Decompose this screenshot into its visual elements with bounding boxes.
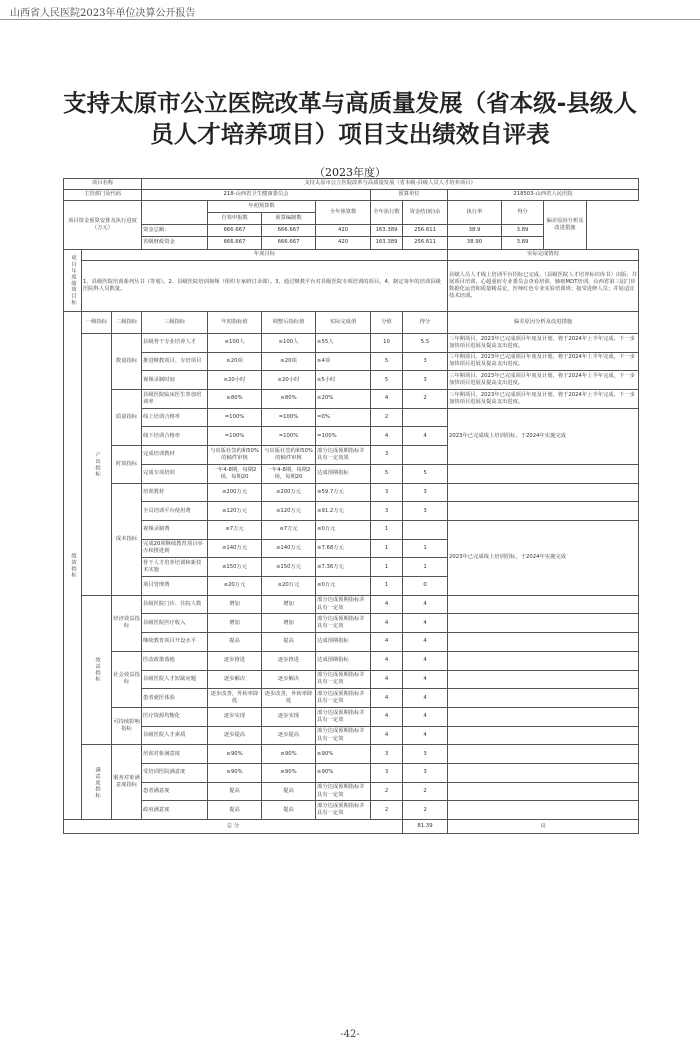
ind-adjusted: ≤200万元 bbox=[262, 483, 316, 502]
funds-row-exec: 163.389 bbox=[371, 237, 403, 249]
ind-l3: 患者就医体验 bbox=[142, 689, 208, 708]
ind-actual: ≥5小时 bbox=[316, 371, 371, 390]
table-row bbox=[64, 633, 639, 652]
ind-head-actual: 实际完成值 bbox=[316, 312, 371, 334]
ind-analysis bbox=[448, 502, 639, 521]
total-score: 81.39 bbox=[403, 820, 448, 834]
table-row bbox=[64, 595, 639, 614]
ind-adjusted: 一年4-8期，每期2场，每期20 bbox=[262, 464, 316, 483]
ind-actual: 部分达成预期指标并具有一定效 bbox=[316, 614, 371, 633]
ind-adjusted: ≥90% bbox=[262, 764, 316, 783]
ind-target: =100% bbox=[208, 408, 262, 427]
ind-actual: 部分达成预期指标并具有一定效 bbox=[316, 801, 371, 820]
title-line-2: 员人才培养项目）项目支出绩效自评表 bbox=[150, 120, 550, 148]
ind-adjusted: ≥80% bbox=[262, 390, 316, 409]
ind-weight: 3 bbox=[371, 502, 403, 521]
ind-score: 4 bbox=[403, 633, 448, 652]
ind-score: 4 bbox=[403, 726, 448, 745]
ind-l3: 线上培训合格率 bbox=[142, 408, 208, 427]
ind-l3: 完成培训教材 bbox=[142, 446, 208, 465]
ind-actual: =100% bbox=[316, 427, 371, 446]
table-row bbox=[64, 764, 639, 783]
ind-analysis: 三年期项目，2023年已完成项目年度及计划，将于2024年上半年完成，下一步加快项目进展及提高支出进度。 bbox=[448, 352, 639, 371]
table-row bbox=[64, 689, 639, 708]
funds-row-score: 3.89 bbox=[502, 237, 544, 249]
running-header: 山西省人民医院2023年单位决算公开报告 bbox=[10, 8, 196, 19]
project-name-label: 项目名称 bbox=[64, 179, 142, 190]
ind-adjusted: ≤7万元 bbox=[262, 520, 316, 539]
ind-weight: 1 bbox=[371, 520, 403, 539]
ind-actual: 部分达成预期指标并具有一定效 bbox=[316, 782, 371, 801]
ind-score: 4 bbox=[403, 427, 448, 446]
ind-actual: 达成预期指标 bbox=[316, 464, 371, 483]
ind-actual: 达成预期指标 bbox=[316, 651, 371, 670]
ind-weight: 2 bbox=[371, 408, 403, 427]
ind-actual: ≤0万元 bbox=[316, 577, 371, 596]
ind-weight: 2 bbox=[371, 782, 403, 801]
ind-head-target: 年初指标值 bbox=[208, 312, 262, 334]
ind-head-analysis: 偏差原因分析及改进措施 bbox=[448, 312, 639, 334]
ind-level1-l1_sat: 满意度指标 bbox=[82, 745, 112, 820]
ind-target: 与出版社签约和50%的稿件审核 bbox=[208, 446, 262, 465]
ind-head-score: 得分 bbox=[403, 312, 448, 334]
ind-l3: 县级医院门诊、住院人数 bbox=[142, 595, 208, 614]
ind-weight: 5 bbox=[371, 371, 403, 390]
ind-score: 3 bbox=[403, 352, 448, 371]
ind-score: 4 bbox=[403, 595, 448, 614]
ind-weight: 3 bbox=[371, 745, 403, 764]
ind-actual: ≤7.36万元 bbox=[316, 558, 371, 577]
ind-actual: 部分达成预期指标并具有一定效 bbox=[316, 670, 371, 689]
ind-adjusted: 逐步提高 bbox=[262, 726, 316, 745]
ind-score: 3 bbox=[403, 371, 448, 390]
page-number: -42- bbox=[340, 1029, 360, 1040]
table-row bbox=[64, 801, 639, 820]
ind-actual: ≤7.68万元 bbox=[316, 539, 371, 558]
ind-score: 1 bbox=[403, 558, 448, 577]
goals-head-actual: 实际完成情况 bbox=[448, 249, 639, 261]
unit-label: 预算单位 bbox=[371, 189, 448, 200]
ind-level2-l2_quantity: 数量指标 bbox=[112, 333, 142, 389]
funds-head-blank bbox=[142, 200, 208, 224]
ind-score: 4 bbox=[403, 614, 448, 633]
ind-level1-l1_effect: 效益指标 bbox=[82, 595, 112, 745]
ind-target: ≥20小时 bbox=[208, 371, 262, 390]
project-name-value: 支持太原市公立医院改革与高质量发展（省本级-县级人员人才培养项目） bbox=[142, 179, 639, 190]
title-line-1: 支持太原市公立医院改革与高质量发展（省本级-县级人 bbox=[63, 89, 637, 117]
table-row bbox=[64, 390, 639, 409]
ind-adjusted: =100% bbox=[262, 427, 316, 446]
funds-row-balance: 256.611 bbox=[403, 237, 448, 249]
table-row bbox=[64, 333, 639, 352]
ind-adjusted: ≥20小时 bbox=[262, 371, 316, 390]
ind-target: ≥20项 bbox=[208, 352, 262, 371]
table-row bbox=[64, 179, 639, 190]
ind-analysis bbox=[448, 595, 639, 614]
ind-l3: 骨干人才培养培训和新技术实施 bbox=[142, 558, 208, 577]
ind-adjusted: ≤120万元 bbox=[262, 502, 316, 521]
ind-weight: 3 bbox=[371, 764, 403, 783]
ind-target: ≥90% bbox=[208, 745, 262, 764]
ind-score: 5.5 bbox=[403, 333, 448, 352]
ind-l3: 县级医院医疗收入 bbox=[142, 614, 208, 633]
ind-l3: 医改政策落地 bbox=[142, 651, 208, 670]
ind-analysis bbox=[448, 614, 639, 633]
ind-l3: 医疗资源均衡化 bbox=[142, 707, 208, 726]
ind-weight: 1 bbox=[371, 539, 403, 558]
goals-label: 项目年度绩效目标 bbox=[64, 249, 82, 312]
ind-adjusted: 逐步推进 bbox=[262, 651, 316, 670]
table-row bbox=[64, 670, 639, 689]
goals-text: 1、县级医院培训系列丛书（等划）。2、县级医院培训视频（组织专家研讨录课）。3、通过继教平台对县级医院专项培训的项目。4、制定每年的培训县级医院科人员数量。 bbox=[82, 261, 448, 312]
ind-level2-l2_sustain: 可持续影响指标 bbox=[112, 707, 142, 744]
ind-analysis bbox=[448, 707, 639, 726]
ind-l3: 患者满意度 bbox=[142, 782, 208, 801]
ind-l3: 完成专项培训 bbox=[142, 464, 208, 483]
ind-head-l2: 二级指标 bbox=[112, 312, 142, 334]
perf-label: 绩效指标 bbox=[64, 312, 82, 820]
ind-analysis bbox=[448, 483, 639, 502]
funds-head-rate: 执行率 bbox=[448, 200, 502, 224]
ind-target: 逐步改善，外转率降低 bbox=[208, 689, 262, 708]
table-row bbox=[64, 371, 639, 390]
ind-weight: 2 bbox=[371, 801, 403, 820]
ind-l3: 政府满意度 bbox=[142, 801, 208, 820]
ind-score bbox=[403, 446, 448, 465]
funds-head-balance: 资金结(转)余 bbox=[403, 200, 448, 224]
ind-actual: 部分达成预期指标并具有一定效 bbox=[316, 595, 371, 614]
ind-adjusted: =100% bbox=[262, 408, 316, 427]
ind-level2-l2_time: 时效指标 bbox=[112, 446, 142, 483]
ind-adjusted: ≥100人 bbox=[262, 333, 316, 352]
ind-analysis bbox=[448, 764, 639, 783]
ind-adjusted: 逐步改善，外转率降低 bbox=[262, 689, 316, 708]
ind-actual: 达成预期指标 bbox=[316, 633, 371, 652]
ind-analysis bbox=[448, 782, 639, 801]
ind-head-adj: 调整后指标值 bbox=[262, 312, 316, 334]
ind-level1-l1_output: 产出指标 bbox=[82, 333, 112, 595]
funds-head-self: 自筹申报数 bbox=[208, 213, 262, 225]
ind-score: 4 bbox=[403, 689, 448, 708]
ind-l3: 完成20项继续教育项目举办和推进到 bbox=[142, 539, 208, 558]
table-row bbox=[64, 483, 639, 502]
funds-head-approved: 预算编制数 bbox=[262, 213, 316, 225]
ind-actual: ≥20% bbox=[316, 390, 371, 409]
ind-l3: 推进继教项目、专培项目 bbox=[142, 352, 208, 371]
ind-weight: 4 bbox=[371, 651, 403, 670]
ind-target: ≥80% bbox=[208, 390, 262, 409]
ind-weight: 4 bbox=[371, 633, 403, 652]
document-year: （2023年度） bbox=[314, 166, 386, 179]
ind-l3: 县级医院临床医生参加培训率 bbox=[142, 390, 208, 409]
ind-actual: ≥90% bbox=[316, 745, 371, 764]
total-label: 总 分 bbox=[64, 820, 403, 834]
ind-head-l3: 三级指标 bbox=[142, 312, 208, 334]
ind-target: 增加 bbox=[208, 614, 262, 633]
table-row bbox=[64, 261, 639, 312]
funds-row-full: 420 bbox=[316, 225, 371, 237]
ind-actual: 部分达成预期指标并具有一定效 bbox=[316, 726, 371, 745]
ind-weight: 4 bbox=[371, 707, 403, 726]
ind-target: ≤20万元 bbox=[208, 577, 262, 596]
ind-weight: 4 bbox=[371, 595, 403, 614]
ind-weight: 4 bbox=[371, 427, 403, 446]
table-row bbox=[64, 614, 639, 633]
unit-value: 218503-山西省人民医院 bbox=[448, 189, 639, 200]
funds-row-self: 666.667 bbox=[208, 237, 262, 249]
ind-analysis bbox=[448, 651, 639, 670]
table-row bbox=[64, 502, 639, 521]
funds-row-rate: 38.90 bbox=[448, 237, 502, 249]
ind-analysis: 三年期项目，2023年已完成项目年度及计划，将于2024年上半年完成，下一步加快项目进展及提高支出进度。 bbox=[448, 333, 639, 352]
ind-analysis bbox=[448, 670, 639, 689]
ind-level2-l2_quality: 质量指标 bbox=[112, 390, 142, 446]
funds-row-balance: 256.611 bbox=[403, 225, 448, 237]
funds-row-full: 420 bbox=[316, 237, 371, 249]
ind-analysis: 三年期项目，2023年已完成项目年度及计划，将于2024年上半年完成，下一步加快项目进展及提高支出进度。 bbox=[448, 390, 639, 409]
ind-score: 3 bbox=[403, 502, 448, 521]
funds-row-rate: 38.9 bbox=[448, 225, 502, 237]
ind-actual: =0% bbox=[316, 408, 371, 427]
ind-weight: 5 bbox=[371, 352, 403, 371]
ind-adjusted: ≤20万元 bbox=[262, 577, 316, 596]
funds-head-analysis: 偏差原因分析及改进措施 bbox=[544, 200, 587, 249]
ind-score: 4 bbox=[403, 670, 448, 689]
ind-adjusted: ≥90% bbox=[262, 745, 316, 764]
ind-l3: 受培训医院满意度 bbox=[142, 764, 208, 783]
ind-score: 5 bbox=[403, 464, 448, 483]
funds-head-score: 得分 bbox=[502, 200, 544, 224]
ind-weight: 1 bbox=[371, 558, 403, 577]
table-row bbox=[64, 820, 639, 834]
table-row bbox=[64, 464, 639, 483]
ind-score: 3 bbox=[403, 764, 448, 783]
table-row bbox=[64, 651, 639, 670]
ind-l3: 县级医院人才短缺问题 bbox=[142, 670, 208, 689]
ind-score bbox=[403, 408, 448, 427]
table-row bbox=[64, 745, 639, 764]
dept-label: 主管部门及代码 bbox=[64, 189, 142, 200]
ind-target: ≤120万元 bbox=[208, 502, 262, 521]
table-row bbox=[64, 520, 639, 539]
ind-weight: 4 bbox=[371, 726, 403, 745]
ind-analysis: 2023年已完成线上培训招标，于2024年实施完成 bbox=[448, 408, 639, 464]
ind-adjusted: 逐步实现 bbox=[262, 707, 316, 726]
ind-target: 逐步解决 bbox=[208, 670, 262, 689]
ind-target: ≤7万元 bbox=[208, 520, 262, 539]
total-grade: 良 bbox=[448, 820, 639, 834]
ind-target: 提高 bbox=[208, 801, 262, 820]
ind-target: 逐步推进 bbox=[208, 651, 262, 670]
document-title bbox=[60, 88, 640, 150]
performance-table bbox=[63, 178, 639, 834]
ind-level2-l2_social: 社会效益指标 bbox=[112, 651, 142, 707]
ind-target: ≥100人 bbox=[208, 333, 262, 352]
ind-analysis bbox=[448, 464, 639, 483]
funds-row-approved: 666.667 bbox=[262, 237, 316, 249]
ind-score: 3 bbox=[403, 483, 448, 502]
table-row bbox=[64, 782, 639, 801]
ind-l3: 培训对象满意度 bbox=[142, 745, 208, 764]
ind-level2-l2_cost: 成本指标 bbox=[112, 483, 142, 595]
ind-actual: ≤59.7万元 bbox=[316, 483, 371, 502]
table-row bbox=[64, 707, 639, 726]
ind-head-l1: 一级指标 bbox=[82, 312, 112, 334]
ind-target: 增加 bbox=[208, 595, 262, 614]
table-row bbox=[64, 352, 639, 371]
ind-adjusted: 提高 bbox=[262, 633, 316, 652]
ind-analysis: 三年期项目，2023年已完成项目年度及计划，将于2024年上半年完成，下一步加快项目进展及提高支出进度。 bbox=[448, 371, 639, 390]
ind-analysis bbox=[448, 745, 639, 764]
ind-l3: 视频录制费 bbox=[142, 520, 208, 539]
ind-score: 2 bbox=[403, 390, 448, 409]
ind-adjusted: 提高 bbox=[262, 801, 316, 820]
goals-head-goal: 年度目标 bbox=[82, 249, 448, 261]
ind-weight: 4 bbox=[371, 689, 403, 708]
ind-target: ≤200万元 bbox=[208, 483, 262, 502]
funds-head-initial: 年初预算数 bbox=[208, 200, 316, 212]
ind-adjusted: ≤140万元 bbox=[262, 539, 316, 558]
ind-actual: ≥90% bbox=[316, 764, 371, 783]
funds-label: 项目资金预算安排及执行进度（万元） bbox=[64, 200, 142, 249]
dept-value: 218-山西省卫生健康委员会 bbox=[142, 189, 371, 200]
ind-adjusted: ≥20项 bbox=[262, 352, 316, 371]
goals-actual-text: 县级人员人才线上培训平台招标已完成，（县级医院人才培养标识库书）出版；并展项目培训。心超重症专业委员会查看培训，肺癌MDT培训，山西省第三届门诊数据化运营和质量精益论，医师红色专业实验培训班；接受进修人员；并展适宜技术培训。 bbox=[448, 261, 639, 312]
table-row bbox=[64, 189, 639, 200]
table-row bbox=[64, 200, 639, 212]
ind-adjusted: 提高 bbox=[262, 782, 316, 801]
ind-weight: 4 bbox=[371, 390, 403, 409]
ind-level2-l2_economic: 经济效益指标 bbox=[112, 595, 142, 651]
ind-score: 4 bbox=[403, 707, 448, 726]
ind-actual: ≥4项 bbox=[316, 352, 371, 371]
ind-target: ≤140万元 bbox=[208, 539, 262, 558]
ind-target: 提高 bbox=[208, 782, 262, 801]
ind-head-weight: 分值 bbox=[371, 312, 403, 334]
ind-target: ≤150万元 bbox=[208, 558, 262, 577]
ind-l3: 全员培训平台使用费 bbox=[142, 502, 208, 521]
ind-target: 一年4-8期，每期2场，每期20 bbox=[208, 464, 262, 483]
funds-row-exec: 163.389 bbox=[371, 225, 403, 237]
ind-target: 提高 bbox=[208, 633, 262, 652]
ind-score: 3 bbox=[403, 745, 448, 764]
ind-weight: 4 bbox=[371, 614, 403, 633]
ind-l3: 培训教材 bbox=[142, 483, 208, 502]
ind-weight: 1 bbox=[371, 577, 403, 596]
ind-actual: ≥55人 bbox=[316, 333, 371, 352]
ind-analysis bbox=[448, 801, 639, 820]
ind-adjusted: 逐步解决 bbox=[262, 670, 316, 689]
ind-actual: 部分达成预期指标并具有一定效 bbox=[316, 707, 371, 726]
ind-level2-l2_service: 服务对象满意度指标 bbox=[112, 745, 142, 820]
ind-target: 逐步提高 bbox=[208, 726, 262, 745]
funds-row-self: 666.667 bbox=[208, 225, 262, 237]
ind-l3: 线下培训合格率 bbox=[142, 427, 208, 446]
ind-l3: 视频录制时间 bbox=[142, 371, 208, 390]
ind-l3: 项目管理费 bbox=[142, 577, 208, 596]
table-row bbox=[64, 312, 639, 334]
ind-adjusted: 增加 bbox=[262, 614, 316, 633]
funds-row-approved: 666.667 bbox=[262, 225, 316, 237]
ind-actual: 部分达成预期指标并具有一定效果 bbox=[316, 446, 371, 465]
ind-actual: ≤0万元 bbox=[316, 520, 371, 539]
ind-score: 2 bbox=[403, 782, 448, 801]
ind-score: 1 bbox=[403, 539, 448, 558]
ind-actual: 部分达成预期指标并具有一定效 bbox=[316, 689, 371, 708]
ind-analysis bbox=[448, 633, 639, 652]
funds-row-label: 资金总额： bbox=[142, 225, 208, 237]
ind-score: 2 bbox=[403, 801, 448, 820]
ind-weight: 3 bbox=[371, 446, 403, 465]
ind-weight: 3 bbox=[371, 483, 403, 502]
ind-score: 4 bbox=[403, 651, 448, 670]
table-row bbox=[64, 249, 639, 261]
funds-head-exec: 全年执行数 bbox=[371, 200, 403, 224]
ind-adjusted: 增加 bbox=[262, 595, 316, 614]
ind-l3: 县级骨干专业培养人才 bbox=[142, 333, 208, 352]
table-row bbox=[64, 408, 639, 427]
ind-weight: 5 bbox=[371, 464, 403, 483]
funds-row-label: 省级财政资金 bbox=[142, 237, 208, 249]
ind-adjusted: ≤150万元 bbox=[262, 558, 316, 577]
ind-target: 逐步实现 bbox=[208, 707, 262, 726]
header-rule bbox=[0, 19, 700, 20]
ind-weight: 4 bbox=[371, 670, 403, 689]
ind-actual: ≤91.2万元 bbox=[316, 502, 371, 521]
ind-score bbox=[403, 520, 448, 539]
ind-analysis: 2023年已完成线上培训招标，于2024年实施完成 bbox=[448, 520, 639, 595]
ind-target: =100% bbox=[208, 427, 262, 446]
ind-analysis bbox=[448, 689, 639, 708]
funds-row-score: 3.89 bbox=[502, 225, 544, 237]
table-row bbox=[64, 726, 639, 745]
ind-l3: 继续教育项目开设水平 bbox=[142, 633, 208, 652]
ind-adjusted: 与出版社签约和50%的稿件审核 bbox=[262, 446, 316, 465]
ind-target: ≥90% bbox=[208, 764, 262, 783]
ind-analysis bbox=[448, 726, 639, 745]
ind-score: 0 bbox=[403, 577, 448, 596]
ind-weight: 10 bbox=[371, 333, 403, 352]
funds-head-full-year: 全年预算数 bbox=[316, 200, 371, 224]
ind-l3: 县级医院人才素质 bbox=[142, 726, 208, 745]
